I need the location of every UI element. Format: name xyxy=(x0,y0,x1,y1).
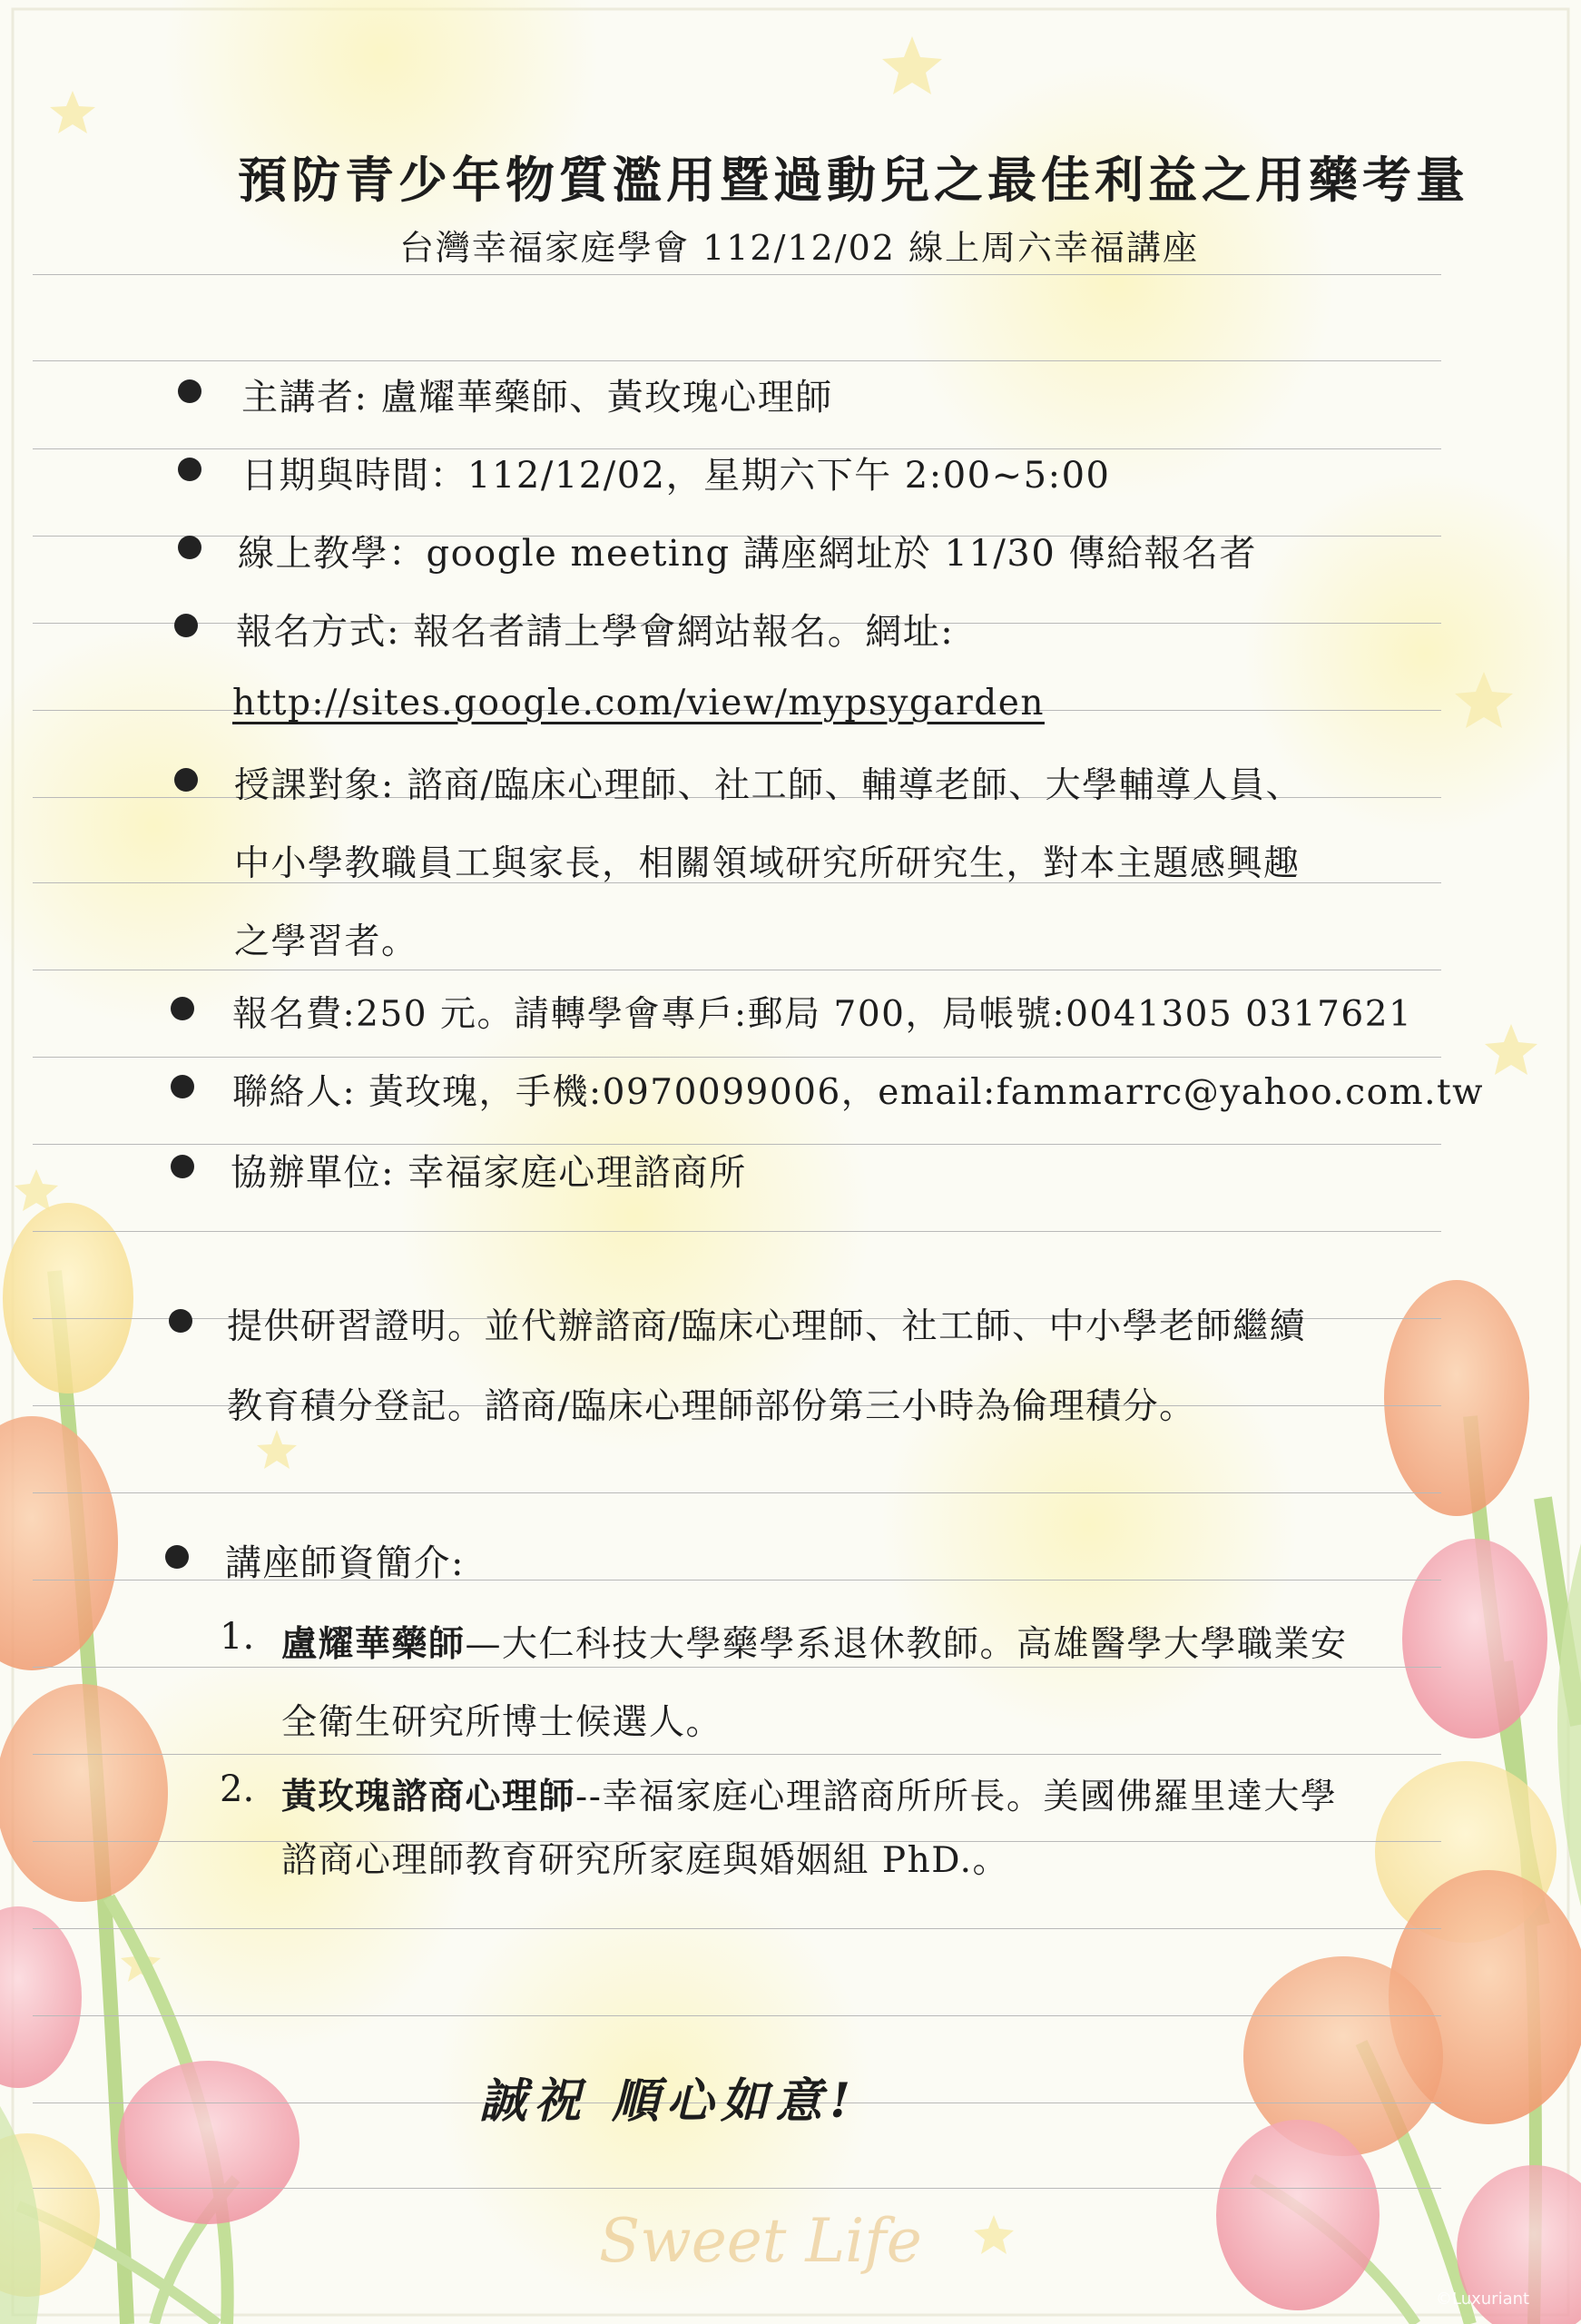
bullet-dot xyxy=(174,768,198,792)
bio-heading: 講座師資簡介: xyxy=(225,1542,465,1584)
bio-text: —大仁科技大學藥學系退休教師。高雄醫學大學職業安 xyxy=(465,1624,1348,1665)
ruled-line xyxy=(33,1057,1441,1058)
bullet-dot xyxy=(171,1075,194,1098)
stationery-brand-mark: Sweet Life xyxy=(599,2206,922,2276)
online-line: 線上教學：google meeting 講座網址於 11/30 傳給報名者 xyxy=(238,533,1257,575)
register-url-link[interactable]: http://sites.google.com/view/mypsygarden xyxy=(232,683,1045,724)
bio-number: 2. xyxy=(220,1768,255,1810)
page-title: 預防青少年物質濫用暨過動兒之最佳利益之用藥考量 xyxy=(238,151,1469,209)
bullet-dot xyxy=(178,536,201,559)
bullet-dot xyxy=(165,1545,189,1569)
register-line: 報名方式: 報名者請上學會網站報名。網址: xyxy=(236,611,955,653)
audience-line: 之學習者。 xyxy=(234,921,418,962)
bio-line xyxy=(281,1616,1348,1667)
contact-line: 聯絡人: 黃玫瑰，手機:0970099006，email:fammarrc@yahoo.com.tw xyxy=(232,1072,1485,1113)
ruled-line xyxy=(33,1231,1441,1232)
ruled-line xyxy=(33,360,1441,361)
ruled-line xyxy=(33,1667,1441,1668)
bullet-dot xyxy=(178,379,201,403)
bio-name: 黃玫瑰諮商心理師 xyxy=(281,1776,576,1817)
bio-line: 全衛生研究所博士候選人。 xyxy=(281,1702,723,1743)
fee-line: 報名費:250 元。請轉學會專戶:郵局 700，局帳號:0041305 0317621 xyxy=(232,994,1413,1035)
page-subtitle: 台灣幸福家庭學會 112/12/02 線上周六幸福講座 xyxy=(399,228,1200,268)
bio-line: 諮商心理師教育研究所家庭與婚姻組 PhD.。 xyxy=(281,1840,1010,1881)
ruled-line xyxy=(33,2015,1441,2016)
ruled-line xyxy=(33,1754,1441,1755)
bio-text: --幸福家庭心理諮商所所長。美國佛羅里達大學 xyxy=(575,1777,1338,1817)
ruled-line xyxy=(33,274,1441,275)
co-organizer-line: 協辦單位: 幸福家庭心理諮商所 xyxy=(231,1152,747,1194)
bullet-dot xyxy=(171,997,194,1020)
bullet-dot xyxy=(171,1155,194,1178)
certificate-line: 教育積分登記。諮商/臨床心理師部份第三小時為倫理積分。 xyxy=(227,1386,1196,1427)
audience-line: 授課對象: 諮商/臨床心理師、社工師、輔導老師、大學輔導人員、 xyxy=(234,765,1303,806)
closing-greeting: 誠祝 順心如意! xyxy=(479,2073,858,2129)
audience-line: 中小學教職員工與家長，相關領域研究所研究生，對本主題感興趣 xyxy=(234,843,1301,884)
bio-name: 盧耀華藥師 xyxy=(281,1623,466,1665)
bio-line xyxy=(281,1768,1337,1819)
image-credit: ©Luxuriant xyxy=(1436,2290,1530,2309)
speaker-line: 主講者: 盧耀華藥師、黃玫瑰心理師 xyxy=(241,377,833,419)
bullet-dot xyxy=(174,614,198,637)
datetime-line: 日期與時間：112/12/02，星期六下午 2:00~5:00 xyxy=(241,455,1111,497)
bio-number: 1. xyxy=(220,1616,255,1658)
ruled-line xyxy=(33,1492,1441,1493)
ruled-line xyxy=(33,2188,1441,2189)
bullet-dot xyxy=(178,458,201,481)
ruled-line xyxy=(33,1928,1441,1929)
bullet-dot xyxy=(169,1309,192,1333)
certificate-line: 提供研習證明。並代辦諮商/臨床心理師、社工師、中小學老師繼續 xyxy=(227,1306,1307,1347)
